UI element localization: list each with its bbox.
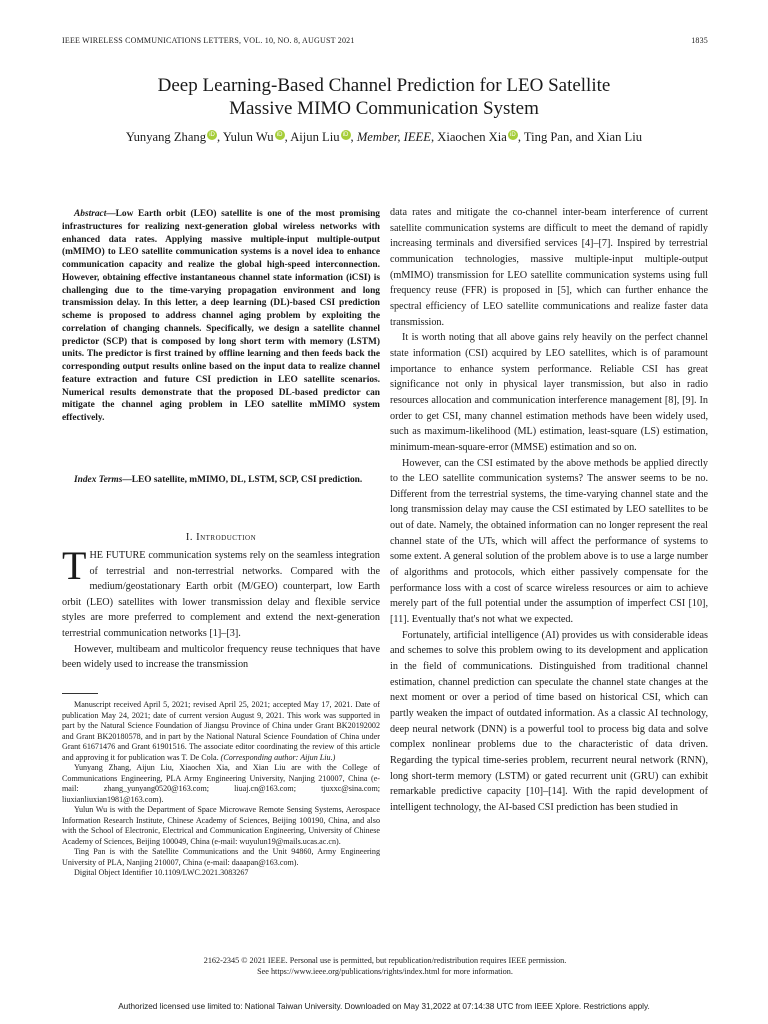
section-number: I. [185,532,193,543]
right-paragraph-2: It is worth noting that all above gains rely heavily on the perfect channel state information (CSI) acquired by LEO satellites, which is of paramount importance to enhance system performance. Reliable CSI has great significance not only in physical layer transmission, but also in radio resources allocation and communication interference management [8], [9]. In order to get CSI, many channel estimation methods have been widely used, such as maximum-likelihood (ML) estimation, least-square (LS) estimation, minimum-mean-square-error (MMSE) estimation and so on. [390,332,708,453]
right-paragraph-3: However, can the CSI estimated by the above methods be applied directly to the LEO satellite communication systems? The answer seems to be no. Different from the terrestrial systems, the time-varying channel state and the long transmission delay may cause the CSI estimated by LEO satellites to be out of date. Namely, the obtained information can no longer represent the real channel state of the UTs, which will affect the performance of systems to some extent. A general solution of the problem above is to use a large number of algorithms and protocols, which either passively compensate for the performance loss with a cost of scarce wireless resources or aim to achieve merely part of the full potential under the assumption of imperfect CSI [10], [11]. Eventually that's not what we expected. [390,457,708,626]
author-1: Yunyang Zhang [125,130,207,145]
abstract [62,208,380,425]
footnote-affiliation-3: Ting Pan is with the Satellite Communications and the Unit 94860, Army Engineering University of PLA, Nanjing 210007, China (e-mail: daaapan@163.com). [62,847,380,867]
paper-title [60,74,708,120]
right-paragraph-1: data rates and mitigate the co-channel inter-beam interference of current satellite communication systems are difficult to meet the demand of rapidly increasing terminals and diversified services [4]–[7]. Inspired by terrestrial communication technologies, massive multiple-input multiple-output (mMIMO) transmission for LEO satellite communication systems using full frequency reuse (FFR) is proposed in [5], which can further enhance the spectral efficiency of LEO satellite communications and realize faster data transmission. [390,207,708,328]
footnote-manuscript: Manuscript received April 5, 2021; revised April 25, 2021; accepted May 17, 2021. Date of publication May 24, 2021; date of current version August 9, 2021. This work was supported in part by the Natural Science Foundation of Jiangsu Province of China under Grant BK20192002 and Grant BK20180578, and in part by the National Natural Science Foundation of China under Grant 61671476 and Grant 61901516. The associate editor coordinating the review of this article and approving it for publication was T. De Cola. [62,700,380,762]
author-2: Yulun Wu [222,130,274,145]
section-title: Introduction [196,532,257,543]
right-column-body [390,205,708,816]
footnote-divider [62,693,98,694]
drop-cap: T [62,543,87,588]
author-5-6: Ting Pan, and Xian Liu [523,130,643,145]
author-list: Yunyang Zhang iD , Yulun Wu iD , Aijun Liu iD , Member, IEEE, Xiaochen Xia iD , Ting Pan, and Xian Liu [125,130,643,145]
title-line-2: Massive MIMO Communication System [229,98,539,119]
abstract-text: —Low Earth orbit (LEO) satellite is one of the most promising infrastructures for realizing next-generation global wireless networks with enhanced data rates. Applying massive multiple-input multiple-output (mMIMO) to LEO satellite communication systems is a novel idea to enhance communication capacity and realize the global high-speed interconnection. However, obtaining effective instantaneous channel state information (iCSI) is challenging due to the time-varying propagation environment and long transmission delay. In this letter, a deep learning (DL)-based CSI prediction scheme is proposed to address channel aging problem by exploiting the correlation of changing channels. Specifically, we design a satellite channel predictor (SCP) that is composed by long short term with memory (LSTM) units. The predictor is first trained by offline learning and then feeds back the corresponding output results online based on the input data to realize channel feature extraction and future CSI prediction in LEO satellite scenarios. Numerical results demonstrate that the proposed DL-based predictor can mitigate the channel aging problem in LEO satellite mMIMO system effectively. [62,209,380,423]
introduction-body [62,543,380,673]
orcid-icon[interactable]: iD [508,130,518,140]
authorized-use-footer: Authorized licensed use limited to: National Taiwan University. Downloaded on May 31,2022 at 07:14:38 UTC from IEEE Xplore. Restrictions apply. [118,1002,650,1011]
section-heading [62,532,380,543]
orcid-icon[interactable]: iD [207,130,217,140]
index-terms-text: —LEO satellite, mMIMO, DL, LSTM, SCP, CSI prediction. [122,475,363,485]
orcid-icon[interactable]: iD [275,130,285,140]
footnote-doi: Digital Object Identifier 10.1109/LWC.2021.3083267 [74,868,249,877]
running-header [62,36,708,45]
author-3: Aijun Liu [290,130,340,145]
right-paragraph-4: Fortunately, artificial intelligence (AI) provides us with considerable ideas and schemes to solve this problem owing to its development and application in the field of communications. Distinguished from traditional channel estimation, channel prediction can speculate the channel state changes at the next moment or over a period of time based on historical CSI, which can partly weaken the impact of outdated information. As a classic AI technology, deep neural network (DNN) is a powerful tool to process big data and solve complex nonlinear problems due to the characteristic of data driven. Regarding the typical time-series problem, recurrent neural network (RNN), long short-term memory (LSTM) or gated recurrent unit (GRU) can exhibit remarkable predictive capacity [10]–[14]. With the rapid development of intelligent technology, the AI-based CSI prediction has been studied in [390,629,708,813]
copyright-line-2: See https://www.ieee.org/publications/rights/index.html for more information. [257,967,513,976]
orcid-icon[interactable]: iD [341,130,351,140]
page-number: 1835 [691,36,708,45]
index-terms [62,474,380,487]
footnote-affiliation-1: Yunyang Zhang, Aijun Liu, Xiaochen Xia, and Xian Liu are with the College of Communications Engineering, PLA Army Engineering University, Nanjing 210007, China (e-mail: zhang_yunyang0520@163.com; liuaj.cn@163.com; tjuxxc@sina.com; liuxianliuxian1981@163.com). [62,763,380,804]
footnote-corresponding: (Corresponding author: Aijun Liu.) [220,752,336,762]
copyright-notice [62,955,708,977]
intro-paragraph-2: However, multibeam and multicolor frequency reuse techniques that have been widely used to increase the transmission [62,643,380,671]
abstract-label: Abstract [74,209,107,219]
author-3-membership: Member, IEEE [356,130,431,145]
footnotes [62,700,380,879]
journal-name: IEEE WIRELESS COMMUNICATIONS LETTERS, VOL. 10, NO. 8, AUGUST 2021 [62,36,355,45]
intro-paragraph-1: HE FUTURE communication systems rely on the seamless integration of terrestrial and non-terrestrial networks. Compared with the medium/geostationary Earth orbit (M/GEO) counterpart, low Earth orbit (LEO) satellites with lower transmission delay and flexible service styles are more preferred to complement and extend the next-generation terrestrial communication networks [1]–[3]. [62,550,380,639]
index-terms-label: Index Terms [74,475,123,485]
author-4: Xiaochen Xia [437,130,507,145]
copyright-line-1: 2162-2345 © 2021 IEEE. Personal use is permitted, but republication/redistribution requires IEEE permission. [203,956,567,965]
title-line-1: Deep Learning-Based Channel Prediction for LEO Satellite [157,75,611,96]
footnote-affiliation-2: Yulun Wu is with the Department of Space Microwave Remote Sensing Systems, Aerospace Information Research Institute, Chinese Academy of Sciences, Beijing 100190, China, and also with the School of Electronic, Electrical and Communication Engineering, University of Chinese Academy of Sciences, Beijing 100049, China (e-mail: wuyulun19@mails.ucas.ac.cn). [62,805,380,846]
